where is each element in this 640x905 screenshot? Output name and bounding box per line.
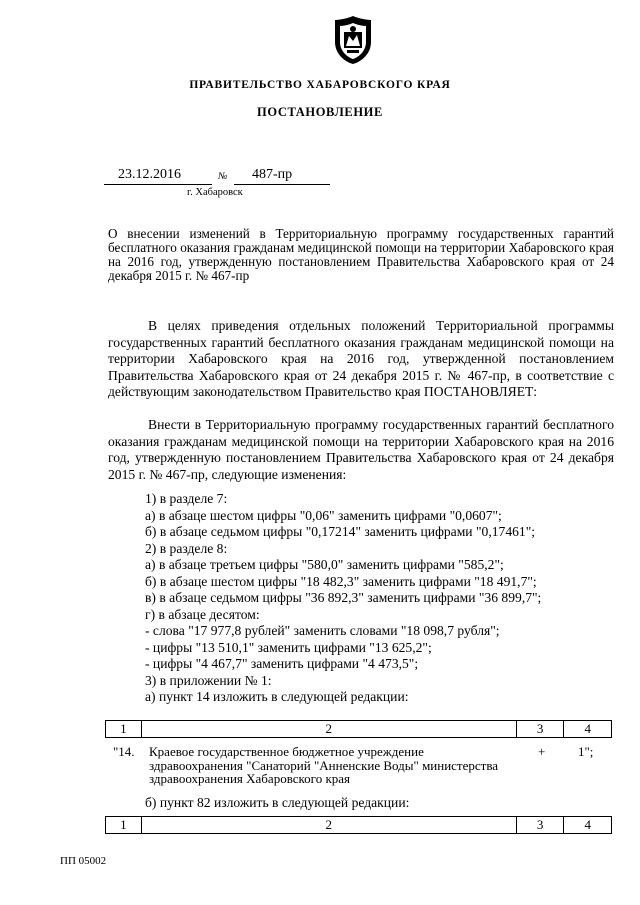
document-subject: О внесении изменений в Территориальную программу государственных гарантий бесплатного оказания гражданам медицинской помощи на территории Хабаровского края на 2016 год, утвержденную постановлением Правительства Хабаровского края от 24 декабря 2015 г. № 467-пр: [108, 226, 614, 283]
government-title: ПРАВИТЕЛЬСТВО ХАБАРОВСКОГО КРАЯ: [189, 79, 451, 91]
body-paragraph-2: Внести в Территориальную программу государственных гарантий бесплатного оказания гражданам медицинской помощи на территории Хабаровского края на 2016 год, утвержденную постановлением Правительства Хабаровского края от 24 декабря 2015 г. № 467-пр, следующие изменения:: [108, 417, 614, 482]
amendment-line: 2) в разделе 8:: [145, 540, 228, 556]
number-underline: [234, 184, 330, 185]
table-header-cell: 2: [141, 721, 516, 738]
document-number: 487-пр: [252, 167, 293, 182]
table-header-cell: 3: [516, 817, 564, 834]
row-col3: +: [538, 744, 546, 759]
table-header-82: [105, 816, 612, 834]
document-date: 23.12.2016: [118, 167, 181, 182]
amendment-line: б) пункт 82 изложить в следующей редакции:: [145, 795, 410, 810]
row-number: "14.: [113, 744, 135, 759]
amendments-list: [145, 491, 615, 706]
table-header-cell: 3: [516, 721, 564, 738]
amendment-line: 1) в разделе 7:: [145, 491, 228, 506]
amendment-line: 3) в приложении № 1:: [145, 672, 272, 688]
table-header-cell: 1: [106, 817, 142, 834]
row-institution-name: Краевое государственное бюджетное учреждение здравоохранения "Санаторий "Анненские Воды" министерства здравоохранения Хабаровского края: [149, 744, 499, 786]
document-type: ПОСТАНОВЛЕНИЕ: [257, 105, 383, 119]
amendment-line: б) в абзаце седьмом цифры "0,17214" заменить цифрами "0,17461";: [145, 524, 536, 539]
amendment-line: а) в абзаце третьем цифры "580,0" заменить цифрами "585,2";: [145, 557, 504, 572]
amendment-line: а) в абзаце шестом цифры "0,06" заменить цифрами "0,0607";: [145, 507, 502, 523]
footer-code: ПП 05002: [60, 855, 107, 867]
amendment-line: а) пункт 14 изложить в следующей редакции:: [145, 689, 409, 704]
amendment-line: г) в абзаце десятом:: [145, 606, 260, 622]
amendment-line: б) в абзаце шестом цифры "18 482,3" заменить цифрами "18 491,7";: [145, 573, 537, 589]
amendment-line: - цифры "4 467,7" заменить цифрами "4 473,5";: [145, 656, 419, 671]
document-city: г. Хабаровск: [187, 187, 243, 198]
table-header-14: [105, 720, 612, 738]
amendment-line: - цифры "13 510,1" заменить цифрами "13 625,2";: [145, 639, 432, 655]
amendment-line: - слова "17 977,8 рублей" заменить словами "18 098,7 рубля";: [145, 623, 500, 638]
row-col4: 1";: [578, 744, 594, 759]
date-underline: [104, 184, 212, 185]
body-paragraph-1: В целях приведения отдельных положений Территориальной программы государственных гарантий бесплатного оказания гражданам медицинской помощи на территории Хабаровского края на 2016 год, утвержденной постановлением Правительства Хабаровского края от 24 декабря 2015 г. № 467-пр, в соответствие с действующим законодательством Правительство края ПОСТАНОВЛЯЕТ:: [108, 318, 614, 399]
amendment-line: в) в абзаце седьмом цифры "36 892,3" заменить цифрами "36 899,7";: [145, 590, 542, 605]
coat-of-arms-emblem: [331, 14, 375, 66]
table-header-cell: 4: [564, 817, 612, 834]
number-sign: №: [218, 171, 228, 182]
table-header-cell: 1: [106, 721, 142, 738]
table-header-cell: 2: [141, 817, 516, 834]
table-header-cell: 4: [564, 721, 612, 738]
